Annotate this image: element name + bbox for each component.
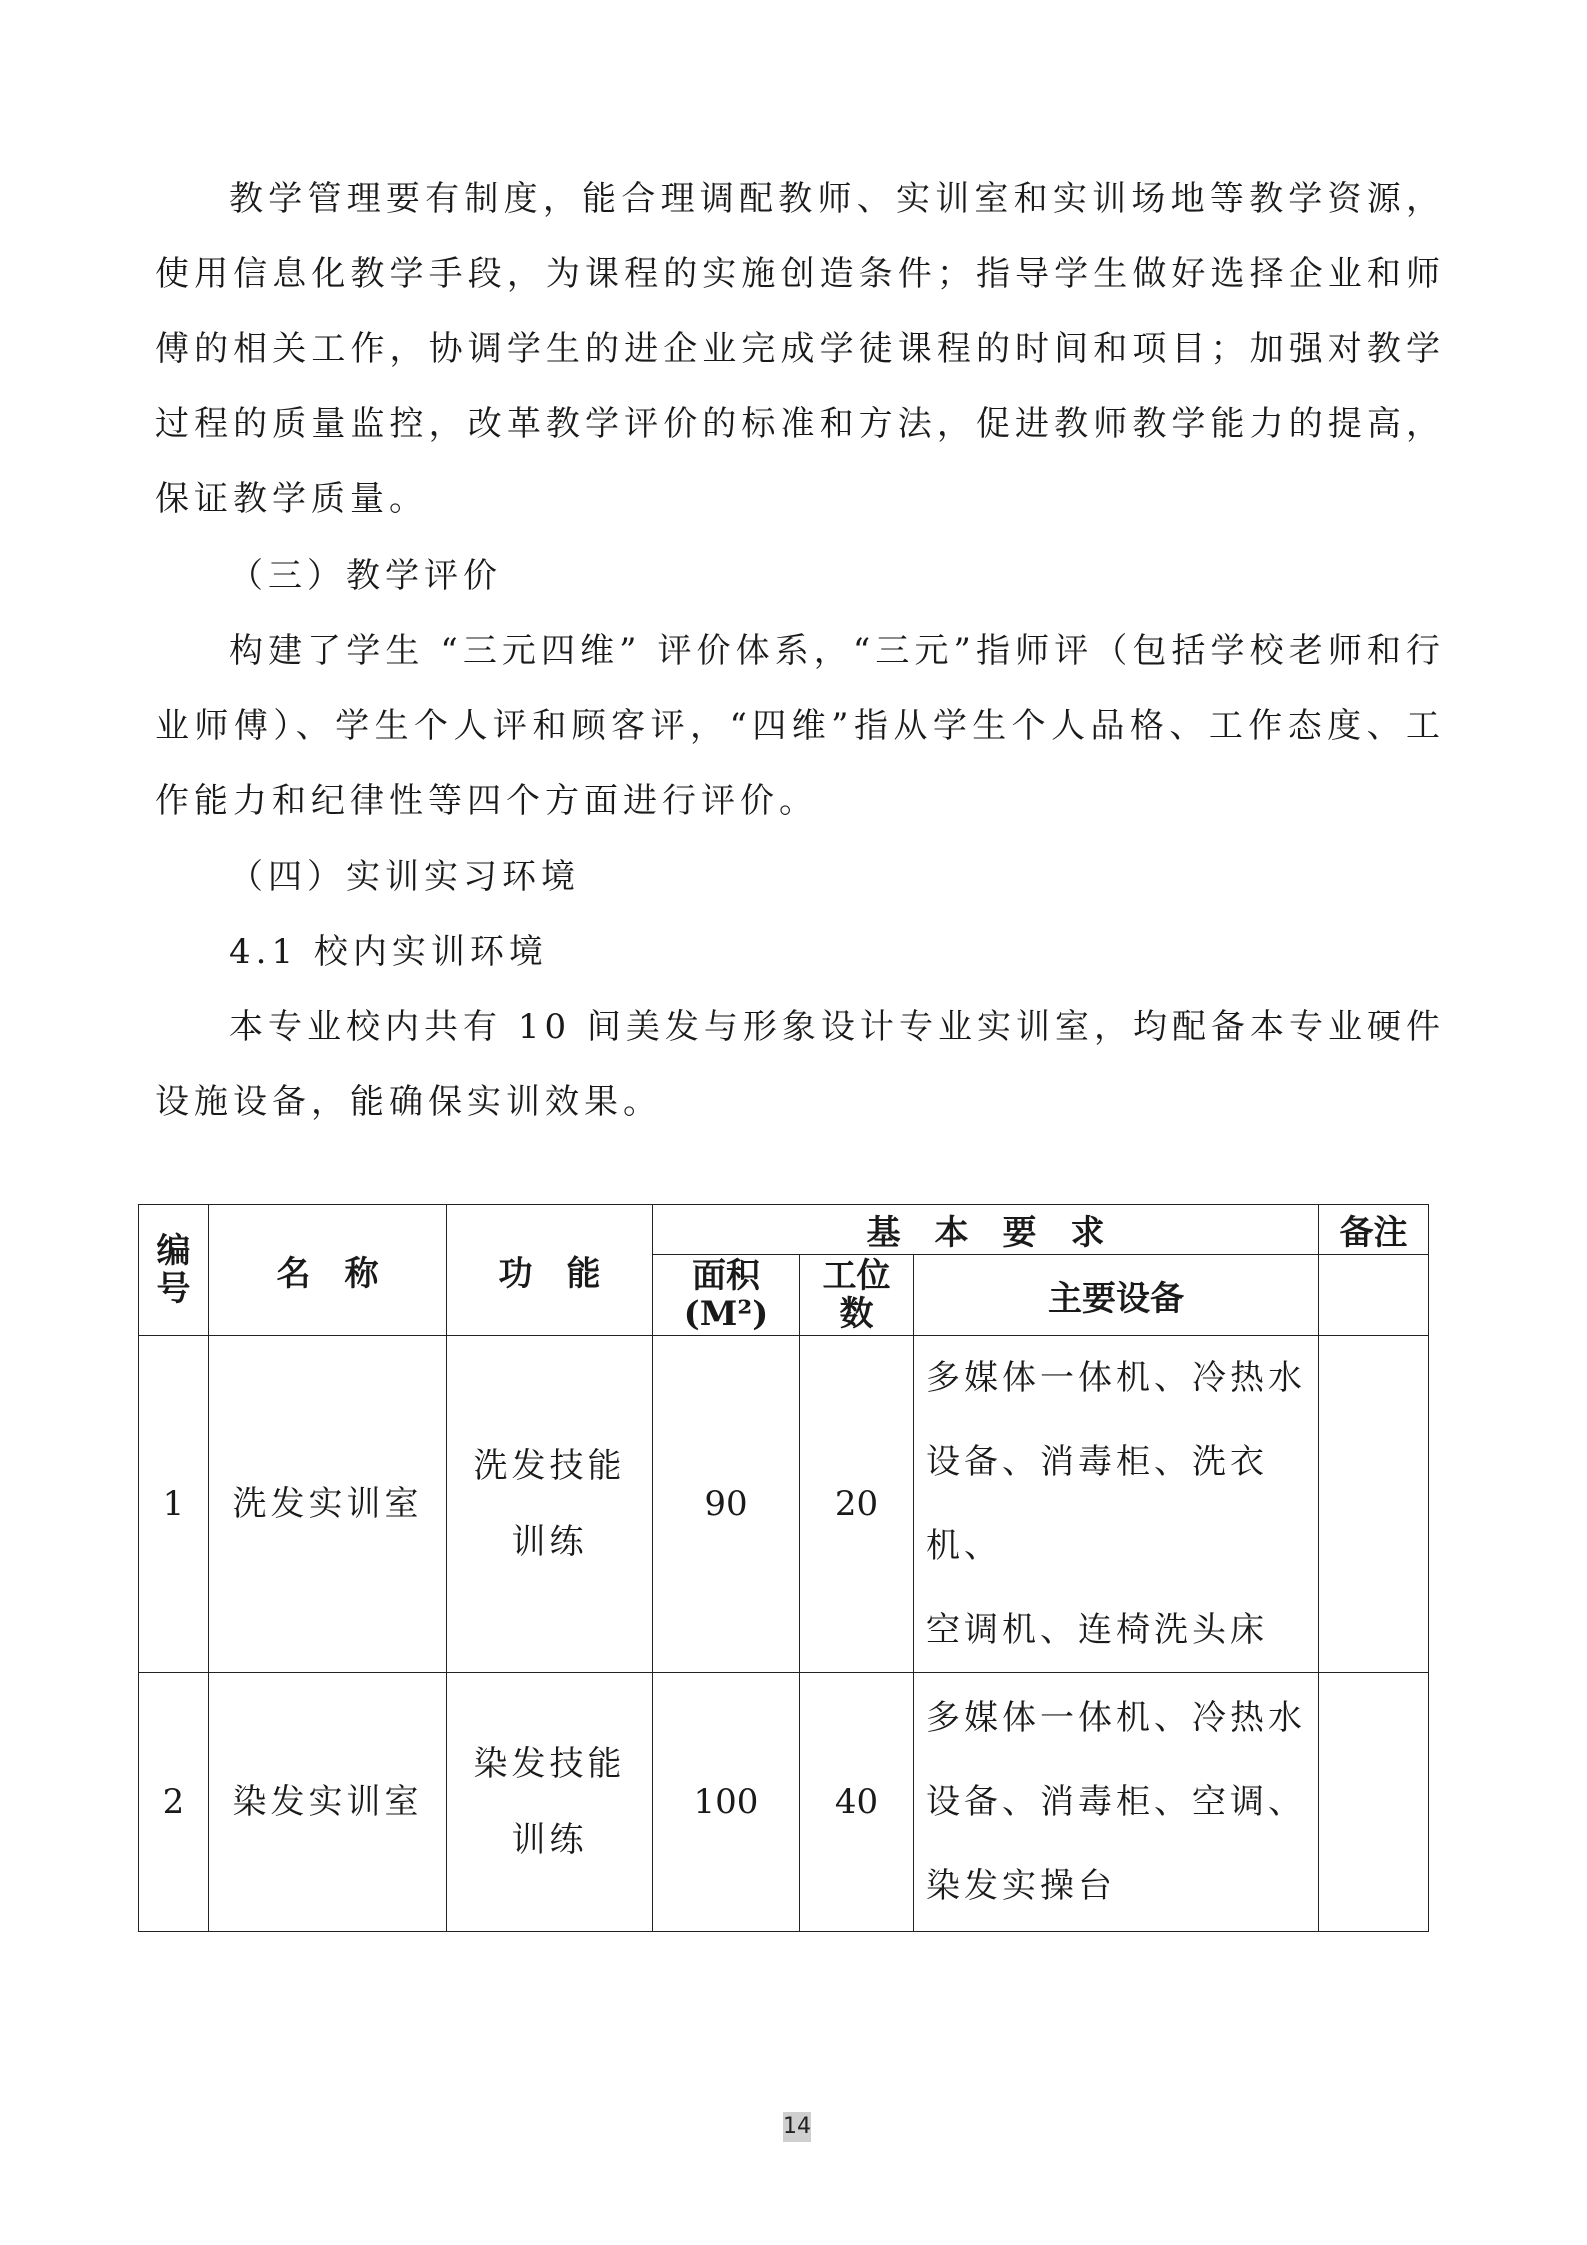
cell-equipment bbox=[914, 1673, 1319, 1932]
paragraph-training-rooms: 本专业校内共有 10 间美发与形象设计专业实训室，均配备本专业硬件设施设备，能确保实训效果。 bbox=[155, 1007, 1445, 1122]
heading-training-environment: （四）实训实习环境 bbox=[229, 857, 580, 897]
header-basic-requirements: 基 本 要 求 bbox=[653, 1205, 1319, 1255]
header-name: 名 称 bbox=[209, 1205, 447, 1336]
heading-campus-training: 4.1 校内实训环境 bbox=[229, 932, 548, 972]
cell-equipment-line3: 染发实操台 bbox=[926, 1866, 1116, 1906]
header-function: 功 能 bbox=[447, 1205, 653, 1336]
header-area-line1: 面积 bbox=[692, 1256, 760, 1296]
cell-function-line1: 洗发技能 bbox=[473, 1446, 626, 1486]
cell-function bbox=[447, 1336, 653, 1673]
header-number-line1: 编 bbox=[156, 1231, 191, 1271]
cell-equipment-line2: 设备、消毒柜、空调、 bbox=[926, 1782, 1306, 1822]
header-remarks: 备注 bbox=[1319, 1205, 1429, 1255]
cell-remarks bbox=[1319, 1673, 1429, 1932]
header-stations-line1: 工位 bbox=[822, 1256, 891, 1296]
cell-function bbox=[447, 1673, 653, 1932]
cell-equipment-line1: 多媒体一体机、冷热水 bbox=[926, 1358, 1306, 1398]
cell-function-line2: 训练 bbox=[511, 1522, 588, 1562]
cell-number: 2 bbox=[139, 1673, 209, 1932]
table-header-row bbox=[139, 1205, 1429, 1255]
cell-stations: 40 bbox=[800, 1673, 914, 1932]
page-number: 14 bbox=[783, 2112, 811, 2142]
cell-area: 100 bbox=[653, 1673, 800, 1932]
cell-equipment-line3: 空调机、连椅洗头床 bbox=[926, 1610, 1268, 1650]
cell-function-line1: 染发技能 bbox=[473, 1744, 626, 1784]
paragraph-teaching-management: 教学管理要有制度，能合理调配教师、实训室和实训场地等教学资源，使用信息化教学手段，为课程的实施创造条件；指导学生做好选择企业和师傅的相关工作，协调学生的进企业完成学徒课程的时间和项目；加强对教学过程的质量监控，改革教学评价的标准和方法，促进教师教学能力的提高，保证教学质量。 bbox=[155, 179, 1445, 519]
cell-equipment-line1: 多媒体一体机、冷热水 bbox=[926, 1698, 1306, 1738]
header-area bbox=[653, 1255, 800, 1336]
cell-name: 洗发实训室 bbox=[209, 1336, 447, 1673]
heading-teaching-evaluation: （三）教学评价 bbox=[229, 556, 502, 596]
cell-function-line2: 训练 bbox=[511, 1820, 588, 1860]
paragraph-evaluation-system: 构建了学生 “三元四维” 评价体系，“三元”指师评（包括学校老师和行业师傅）、学生个人评和顾客评，“四维”指从学生个人品格、工作态度、工作能力和纪律性等四个方面进行评价。 bbox=[155, 631, 1445, 821]
training-room-table bbox=[138, 1204, 1429, 1932]
cell-equipment-line2: 设备、消毒柜、洗衣机、 bbox=[926, 1442, 1268, 1566]
cell-equipment bbox=[914, 1336, 1319, 1673]
cell-number: 1 bbox=[139, 1336, 209, 1673]
header-number bbox=[139, 1205, 209, 1336]
cell-remarks bbox=[1319, 1336, 1429, 1673]
table-row bbox=[139, 1673, 1429, 1932]
table-row bbox=[139, 1336, 1429, 1673]
header-area-line2: (M²) bbox=[683, 1294, 769, 1334]
header-remarks-blank bbox=[1319, 1255, 1429, 1336]
cell-name: 染发实训室 bbox=[209, 1673, 447, 1932]
header-number-line2: 号 bbox=[156, 1269, 191, 1309]
cell-stations: 20 bbox=[800, 1336, 914, 1673]
cell-area: 90 bbox=[653, 1336, 800, 1673]
header-equipment: 主要设备 bbox=[914, 1255, 1319, 1336]
header-stations-line2: 数 bbox=[839, 1294, 874, 1334]
header-stations bbox=[800, 1255, 914, 1336]
